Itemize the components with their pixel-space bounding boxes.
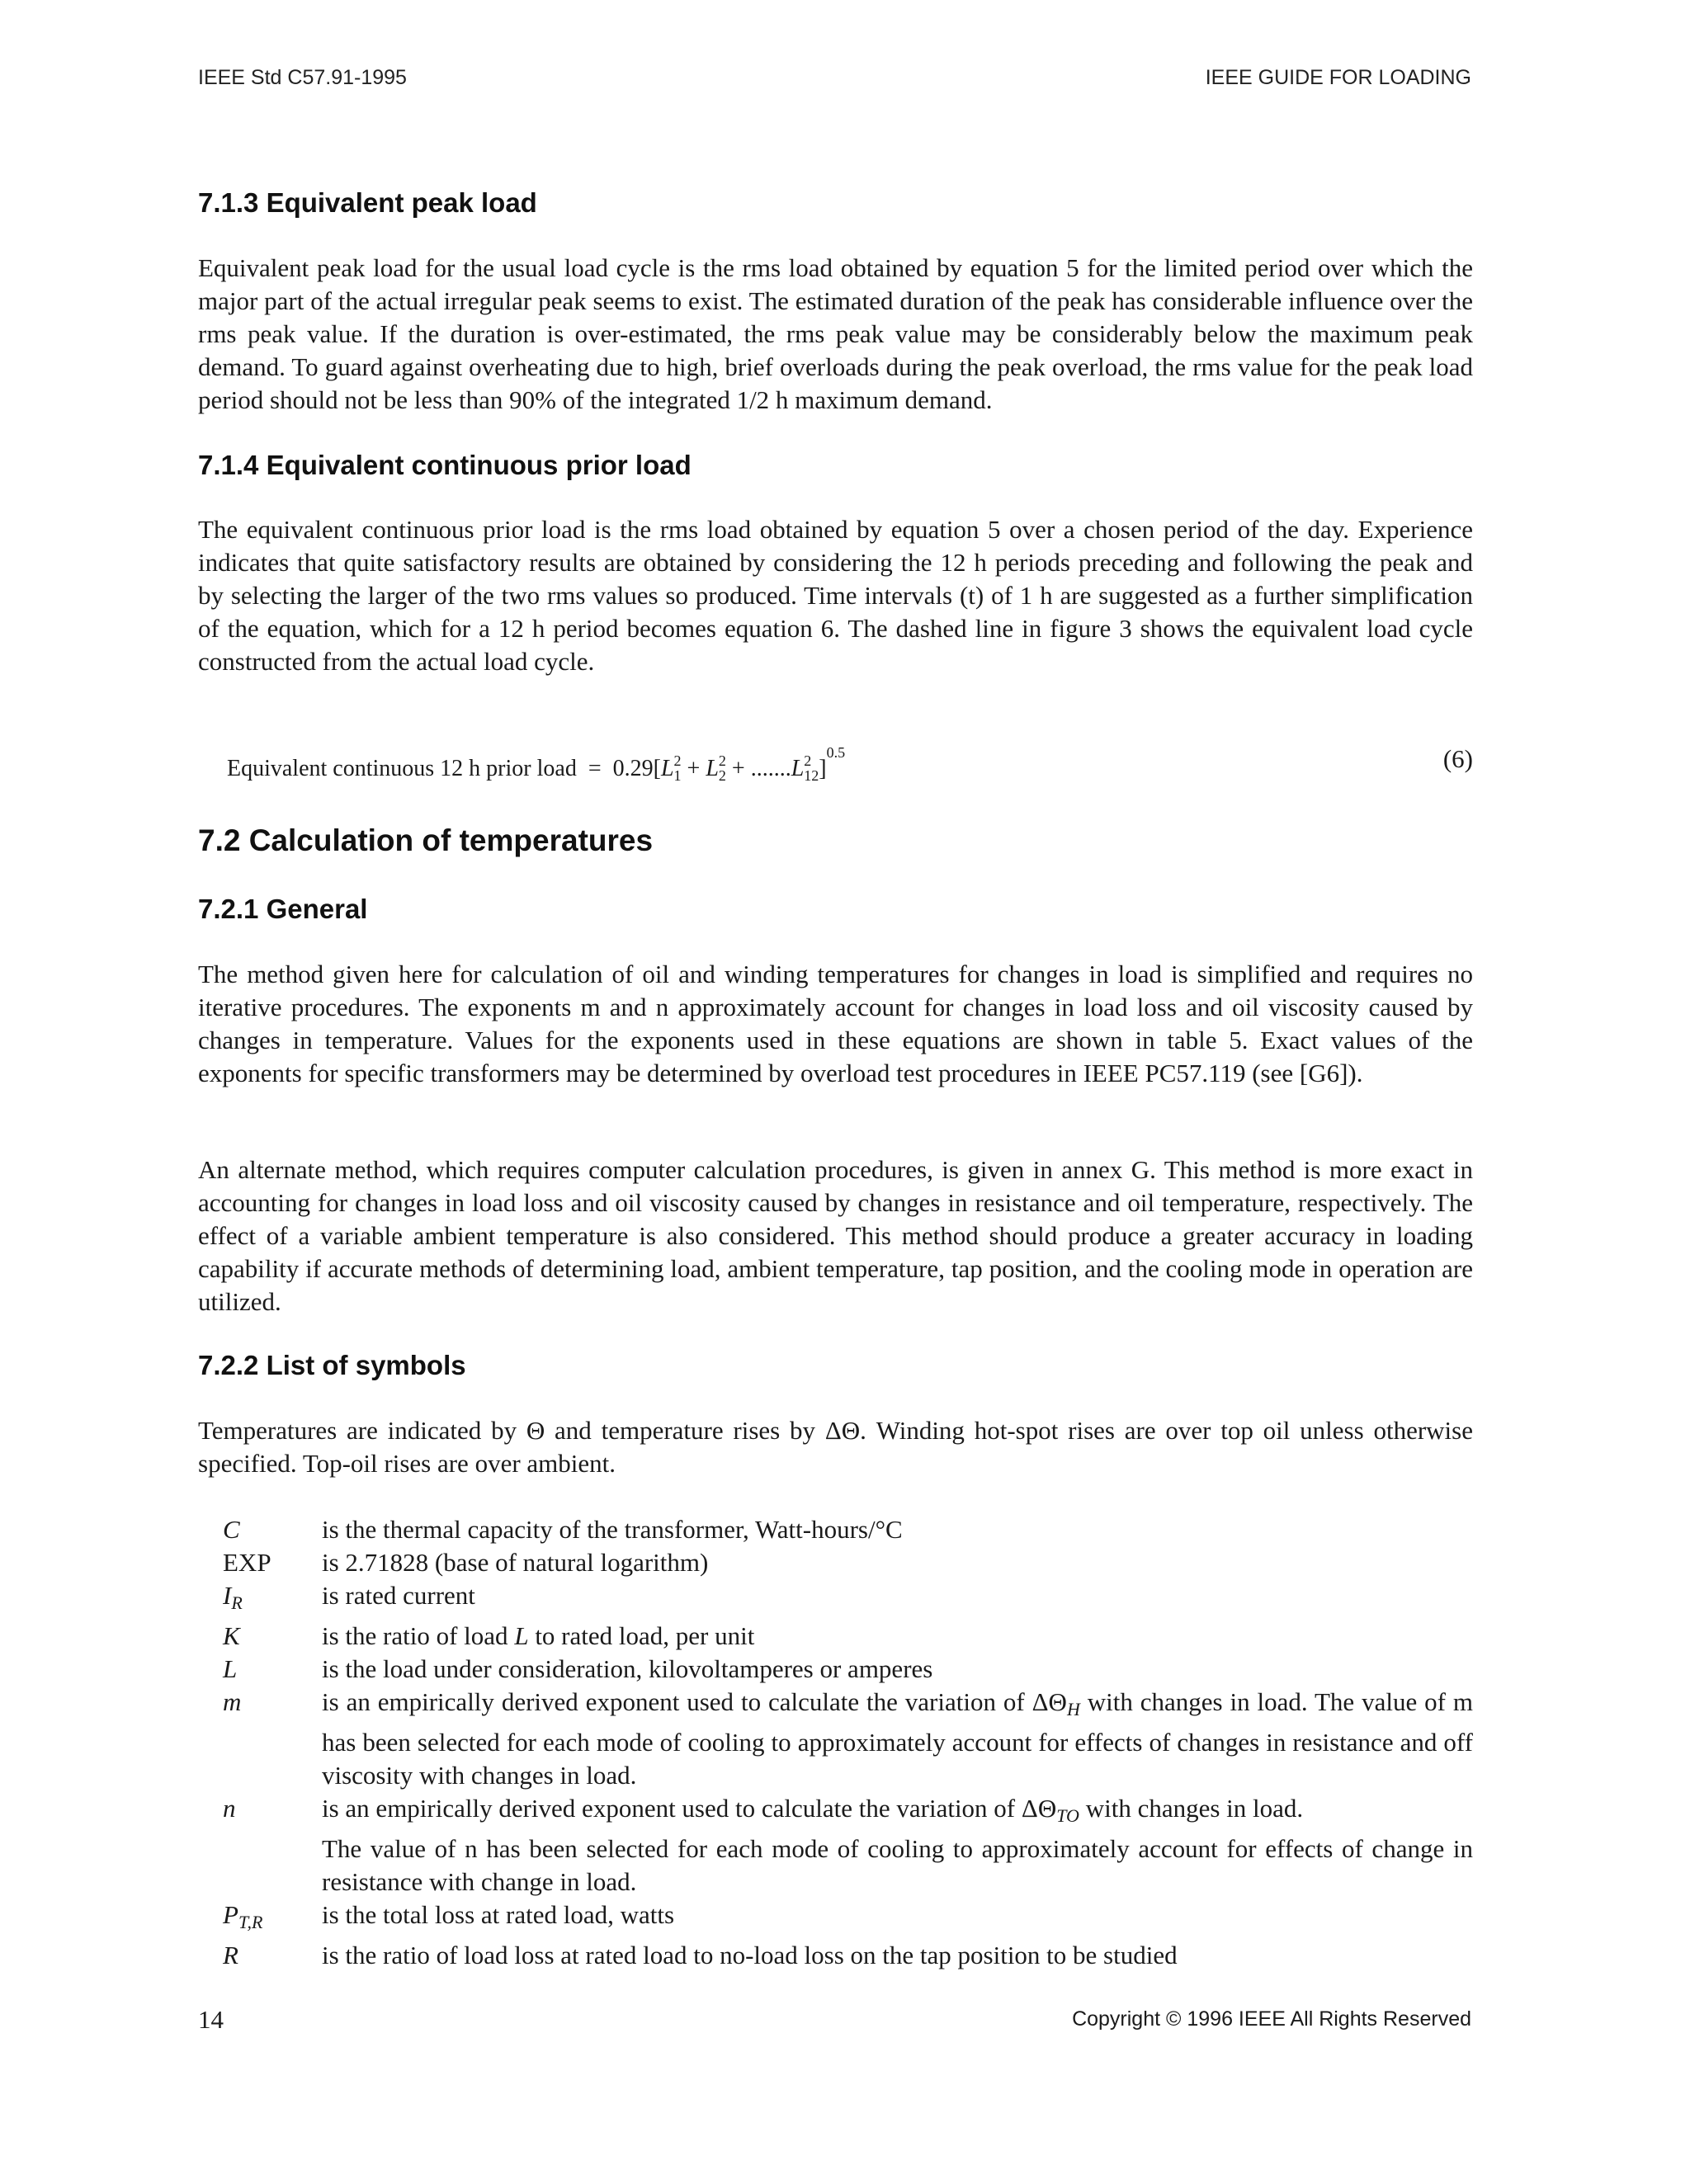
symbol-row-r: R is the ratio of load loss at rated load to no-load loss on the tap position to be studied	[223, 1941, 1178, 1969]
equation-number: (6)	[1442, 744, 1473, 773]
symbol-row-l: L is the load under consideration, kilovoltamperes or amperes	[223, 1654, 933, 1683]
paragraph-7-1-3: Equivalent peak load for the usual load cycle is the rms load obtained by equation 5 for the limited period over which the major part of the actual irregular peak seems to exist. The estimated duration of the peak has considerable influence over the rms peak value. If the duration is over-estimated, the rms peak value may be considerably below the maximum peak demand. To guard against overheating due to high, brief overloads during the peak overload, the rms value for the peak load period should not be less than 90% of the integrated 1/2 h maximum demand.	[198, 253, 1473, 414]
symbol-row-k: K is the ratio of load L to rated load, per unit	[223, 1621, 755, 1650]
equation-6	[227, 744, 1473, 785]
symbol-row-c: C is the thermal capacity of the transformer, Watt-hours/°C	[223, 1515, 903, 1544]
symbol-row-n: n is an empirically derived exponent used to calculate the variation of ΔΘTO with changes in load. The value of n has been selected for each mode of cooling to approximately account for effects of change in resistance with change in load.	[223, 1794, 1473, 1896]
paragraph-7-2-1-a: The method given here for calculation of oil and winding temperatures for changes in load is simplified and requires no iterative procedures. The exponents m and n approximately account for changes in load loss and oil viscosity caused by changes in temperature. Values for the exponents used in these equations are shown in table 5. Exact values of the exponents for specific transformers may be determined by overload test procedures in IEEE PC57.119 (see [G6]).	[198, 960, 1473, 1087]
heading-7-1-4: 7.1.4 Equivalent continuous prior load	[198, 450, 692, 480]
heading-7-2: 7.2 Calculation of temperatures	[198, 823, 654, 857]
symbol-row-ir: IR is rated current	[223, 1581, 475, 1613]
heading-7-2-2: 7.2.2 List of symbols	[198, 1350, 466, 1380]
symbol-row-m: m is an empirically derived exponent used to calculate the variation of ΔΘH with changes in load. The value of m has been selected for each mode of cooling to approximately account for effects of changes in resistance and off viscosity with changes in load.	[223, 1687, 1473, 1790]
paragraph-7-2-2-intro: Temperatures are indicated by Θ and temperature rises by ΔΘ. Winding hot-spot rises are over top oil unless otherwise specified. Top-oil rises are over ambient.	[198, 1416, 1473, 1478]
symbol-row-ptr: PT,R is the total loss at rated load, watts	[223, 1900, 675, 1932]
equation-label: Equivalent continuous 12 h prior load	[227, 756, 577, 781]
heading-7-1-3: 7.1.3 Equivalent peak load	[198, 187, 537, 218]
equation-expression: Equivalent continuous 12 h prior load = 0.29[L 2 1 + L 2 2 + .......L 2 12 ]$^{0.5}$	[227, 744, 846, 784]
copyright-notice: Copyright © 1996 IEEE All Rights Reserved	[1072, 2007, 1471, 2031]
heading-7-2-1: 7.2.1 General	[198, 894, 368, 924]
paragraph-7-1-4: The equivalent continuous prior load is the rms load obtained by equation 5 over a chosen period of the day. Experience indicates that quite satisfactory results are obtained by considering the 12 h periods preceding and following the peak and by selecting the larger of the two rms values so produced. Time intervals (t) of 1 h are suggested as a further simplification of the equation, which for a 12 h period becomes equation 6. The dashed line in figure 3 shows the equivalent load cycle constructed from the actual load cycle.	[198, 515, 1473, 676]
running-header-left: IEEE Std C57.91-1995	[198, 66, 407, 89]
symbol-row-exp: EXP is 2.71828 (base of natural logarithm)	[223, 1548, 709, 1577]
running-header-right: IEEE GUIDE FOR LOADING	[1205, 66, 1471, 89]
page-number: 14	[198, 2005, 224, 2034]
paragraph-7-2-1-b: An alternate method, which requires computer calculation procedures, is given in annex G. This method is more exact in accounting for changes in load loss and oil viscosity caused by changes in resistance and oil temperature, respectively. The effect of a variable ambient temperature is also considered. This method should produce a greater accuracy in loading capability if accurate methods of determining load, ambient temperature, tap position, and the cooling mode in operation are utilized.	[198, 1155, 1473, 1316]
symbol-list	[223, 1513, 1473, 1972]
